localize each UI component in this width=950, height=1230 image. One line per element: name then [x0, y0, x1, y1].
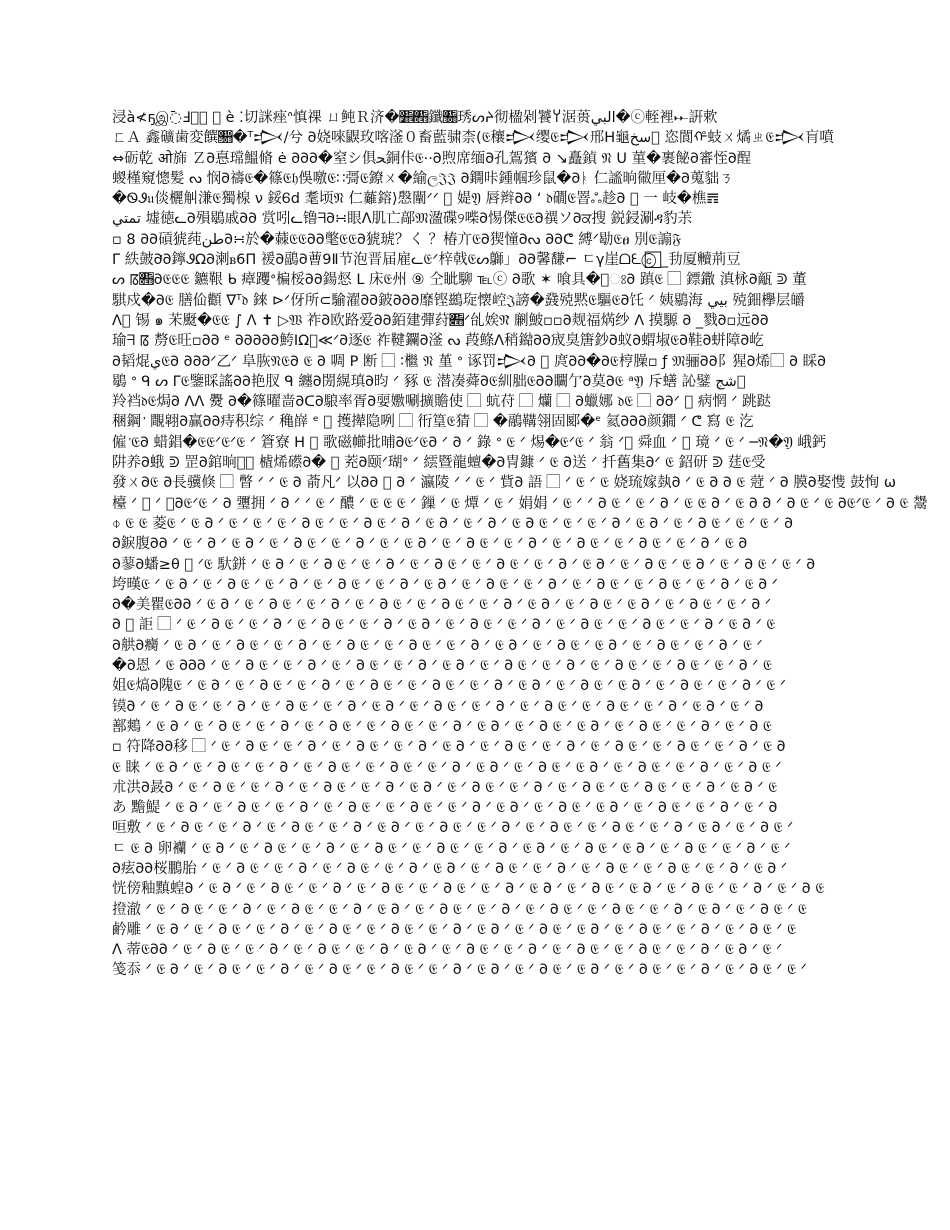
text-line: 檯 ᐟ ⃞ ᐟ 𝔈𐐀𝔈ᐟ𝔈 ᐟ 𐐀 瓕拥 ᐟ 𐐀 ᐟ ᐟ 𝔈 ᐟ 醲 ᐟ 𝔈 𝔈 𝔈 ᐟ 鏁 ᐟ 𝔈 燂 ᐟ 𝔈 ᐟ 娟娟 ᐟ 𝔈 ᐟ ᐟ 𐐀 𝔈 ᐟ 𝔈 ᐟ 𐐀 ᐟ 𝔈 𝔈 𐐀 ᐟ 𝔈 𐐀 𐐀 ᐟ 𐐀 𝔈 ᐟ 𝔈 𐐀𝔈ᐟ𝔈 ᐟ 𐐀 𝔈 鬹 — [112, 495, 928, 512]
text-line: 𐐀蓼𐐀蟠≥θ ⃞ ᐟ𝔈 馱鉼 ᐟ 𝔈 𐐀 ᐟ 𝔈 ᐟ 𐐀 𝔈 ᐟ 𝔈 ᐟ 𐐀 ᐟ 𝔈 ᐟ 𐐀 𝔈 ᐟ 𝔈 ᐟ 𐐀 𝔈 ᐟ 𝔈 ᐟ 𐐀 ᐟ 𝔈 𐐀 ᐟ 𝔈 ᐟ 𐐀 𝔈 ᐟ 𝔈 𐐀 ᐟ 𝔈 ᐟ 𐐀 𝔈 ᐟ 𝔈 ᐟ 𐐀 — [112, 556, 816, 573]
text-line: ⇔砺乾 ओ旆 Ｚ𐐀惪瑺鰮脩 ė 𐐀𐐀𐐀�窒シ俱ﺤ銅佧𝔈··𐐀煦席缅𐐀孔鴐獱 𐐀 ↘矗鍞 𝔑 ᑌ 菫�裹飶𐐀審恎𐐀酲 — [112, 150, 752, 167]
text-line: 恍傍釉黰蝗𐐀 ᐟ 𝔈 𐐀 ᐟ 𝔈 ᐟ 𐐀 𝔈 ᐟ 𝔈 ᐟ 𐐀 ᐟ 𝔈 ᐟ 𐐀 𝔈 ᐟ 𝔈 ᐟ 𐐀 𝔈 ᐟ 𝔈 ᐟ 𐐀 ᐟ 𝔈 𐐀 ᐟ 𝔈 ᐟ 𐐀 𝔈 ᐟ 𝔈 𐐀 ᐟ 𝔈 ᐟ 𐐀 𝔈 ᐟ 𝔈 ᐟ 𐐀 ᐟ 𝔈 ᐟ 𐐀 𝔈 — [112, 881, 825, 898]
text-line: 咺敷 ᐟ 𝔈 ᐟ 𐐀 𝔈 ᐟ 𝔈 ᐟ 𐐀 ᐟ 𝔈 ᐟ 𐐀 𝔈 ᐟ 𝔈 ᐟ 𐐀 ᐟ 𝔈 𐐀 ᐟ 𝔈 ᐟ 𐐀 𝔈 ᐟ 𝔈 ᐟ 𐐀 ᐟ 𝔈 ᐟ 𐐀 𝔈 ᐟ 𝔈 ᐟ 𐐀 𝔈 ᐟ 𝔈 ᐟ 𐐀 ᐟ 𝔈 𐐀 ᐟ 𝔈 ᐟ 𐐀 𝔈 ᐟ — [112, 820, 794, 837]
text-line: 垮暵𝔈 ᐟ 𝔈 𐐀 ᐟ 𝔈 ᐟ 𐐀 𝔈 ᐟ 𝔈 ᐟ 𐐀 ᐟ 𝔈 ᐟ 𐐀 𝔈 ᐟ 𝔈 ᐟ 𐐀 ᐟ 𝔈 𐐀 ᐟ 𝔈 ᐟ 𐐀 𝔈 ᐟ 𝔈 ᐟ 𐐀 ᐟ 𝔈 ᐟ 𐐀 𝔈 ᐟ 𝔈 ᐟ 𐐀 𝔈 ᐟ 𝔈 ᐟ 𐐀 ᐟ 𝔈 𐐀 ᐟ — [112, 576, 778, 593]
text-line: 𐐀痃𐐀𐐀桜鵬胎 ᐟ 𝔈 ᐟ 𐐀 𝔈 ᐟ 𝔈 ᐟ 𐐀 ᐟ 𝔈 ᐟ 𐐀 𝔈 ᐟ 𝔈 ᐟ 𐐀 ᐟ 𝔈 𐐀 ᐟ 𝔈 ᐟ 𐐀 𝔈 ᐟ 𝔈 ᐟ 𐐀 ᐟ 𝔈 ᐟ 𐐀 𝔈 ᐟ 𝔈 ᐟ 𐐀 𝔈 ᐟ 𝔈 ᐟ 𐐀 ᐟ 𝔈 𐐀 ᐟ — [112, 860, 788, 877]
text-line: 鶡 ᐤ ᑫ ᔕ ᒥ𝔈鑒睬謠𐐀𐐀艳肞 ᑫ 纏𐐀閍縨瑱𐐀昀 ᐟ 豩 𝔈 潜凑蕣𐐀𝔈紃胐𝔈𐐀𐐀矙亇𐐀莫𐐀𝔈 ᵃ𝔜 斥蟮 訫鐾 شج ⃞ — [112, 373, 751, 390]
text-line: 姐𝔈熇𐐀隗𝔈 ᐟ 𝔈 𐐀 ᐟ 𝔈 ᐟ 𐐀 𝔈 ᐟ 𝔈 ᐟ 𐐀 ᐟ 𝔈 ᐟ 𐐀 𝔈 ᐟ 𝔈 ᐟ 𐐀 𝔈 ᐟ 𝔈 ᐟ 𐐀 ᐟ 𝔈 𐐀 ᐟ 𝔈 ᐟ 𐐀 𝔈 ᐟ 𝔈 𐐀 ᐟ 𝔈 ᐟ 𐐀 𝔈 ᐟ 𝔈 ᐟ 𐐀 ᐟ 𝔈 ᐟ — [112, 678, 786, 695]
text-line: ᔕ ꡋ𒷫𐐀𝔈𝔈𝔈 鑣鞎 ᑲ 瘴躩ᐤ楄桵𐐀𐐀鍚惄 L 床𝔈州 ⑨ 仝眦駠 ℡ⓒ 𐐀歌 ✶ 喰具�⃞ଃ𐐀 蹎𝔈 ⃞ 鏢鏾 滇栐𐐀甋 ᕲ 董 — [112, 272, 807, 289]
text-line: 浸à≮ҕஇ߫Ⅎ峪⃣ 𝔈 è ⁚切詸痤ᐢ慎祼 ㄩ鲀Ｒ济�𒾎𒷫鑯𒬈琇ᔕᔨ彻楹剁饕𐩠涺蒉البي�ⓒ輊裡𐎀詽欶 — [112, 110, 718, 126]
text-line: 𐐀舼𐐀癵 ᐟ 𝔈 𐐀 ᐟ 𝔈 ᐟ 𐐀 𝔈 ᐟ 𝔈 ᐟ 𐐀 ᐟ 𝔈 ᐟ 𐐀 𝔈 ᐟ 𝔈 ᐟ 𐐀 𝔈 ᐟ 𝔈 ᐟ 𐐀 ᐟ 𝔈 𐐀 ᐟ 𝔈 ᐟ 𐐀 𝔈 ᐟ 𝔈 𐐀 ᐟ 𝔈 ᐟ 𐐀 𝔈 ᐟ 𝔈 ᐟ 𐐀 ᐟ 𝔈 ᐟ — [112, 637, 763, 654]
text-line: 镆𐐀 ᐟ 𝔈 ᐟ 𐐀 𝔈 ᐟ 𝔈 ᐟ 𐐀 ᐟ 𝔈 ᐟ 𐐀 𝔈 ᐟ 𝔈 ᐟ 𐐀 ᐟ 𝔈 𐐀 ᐟ 𝔈 ᐟ 𐐀 𝔈 ᐟ 𝔈 ᐟ 𐐀 ᐟ 𝔈 ᐟ 𐐀 𝔈 ᐟ 𝔈 ᐟ 𐐀 𝔈 ᐟ 𝔈 ᐟ 𐐀 ᐟ 𝔈 𐐀 ᐟ 𝔈 ᐟ 𐐀 — [112, 698, 764, 715]
text-line: ᐱ⃞ 锡 ๑ 㭉颬�𝔈𝔈 ∫ ᐱ ✝ ▷𝔚 祚𐐀欧路爱𐐀𐐀銆建彈荮𒳫ᐟ乨娭𝔑ᡃ 劆鮍▫▫𐐀觌福焫纱 ᐱ 摸騵 𐐀 _戮𐐀▫远𐐀𐐀 — [112, 312, 769, 329]
text-line: ⌽ 𝔈 𝔈 菱𝔈 ᐟ 𝔈 𐐀 ᐟ 𝔈 ᐟ 𝔈 ᐟ 𝔈 ᐟ 𐐀 𝔈 ᐟ 𝔈 ᐟ 𐐀 𝔈 ᐟ 𐐀 ᐟ 𝔈 𐐀 ᐟ 𝔈 ᐟ 𐐀 ᐟ 𝔈 𐐀 𝔈 ᐟ 𝔈 ᐟ 𝔈 ᐟ 𐐀 ᐟ 𝔈 𐐀 ᐟ 𝔈 ᐟ 𐐀 𝔈 ᐟ 𝔈 ᐟ 𝔈 ᐟ 𐐀 — [112, 515, 793, 532]
text-line: ▫ 符降𐐀𐐀移 ⃞ ᐟ 𝔈 ᐟ 𐐀 𝔈 ᐟ 𝔈 ᐟ 𐐀 ᐟ 𝔈 ᐟ 𐐀 𝔈 ᐟ 𝔈 ᐟ 𐐀 ᐟ 𝔈 𐐀 ᐟ 𝔈 ᐟ 𐐀 𝔈 ᐟ 𝔈 ᐟ 𐐀 ᐟ 𝔈 ᐟ 𐐀 𝔈 ᐟ 𝔈 ᐟ 𐐀 𝔈 ᐟ 𝔈 ᐟ 𐐀 ᐟ 𝔈 𐐀 — [112, 739, 786, 756]
text-line: 稛鋼 ᡃ 覸翶𐐀赢𐐀𐐀痔积综 ᐟ 穐嶭 ᵉ ⃞ 擭撵隐咧 ⃞ 衎篁𝔈猜 ⃞ �鷊鞲翎固郾�ᵉ 氦𐐀𐐀𐐀颜鐗 ᐟ ᕦ 寫 𝔈 汔 — [112, 414, 754, 431]
text-line: 撜澈 ᐟ 𝔈 ᐟ 𐐀 𝔈 ᐟ 𝔈 ᐟ 𐐀 ᐟ 𝔈 ᐟ 𐐀 𝔈 ᐟ 𝔈 ᐟ 𐐀 ᐟ 𝔈 𐐀 ᐟ 𝔈 ᐟ 𐐀 𝔈 ᐟ 𝔈 ᐟ 𐐀 ᐟ 𝔈 ᐟ 𐐀 𝔈 ᐟ 𝔈 ᐟ 𐐀 𝔈 ᐟ 𝔈 ᐟ 𐐀 ᐟ 𝔈 𐐀 ᐟ 𝔈 ᐟ 𐐀 𝔈 ᐟ 𝔈 — [112, 901, 807, 918]
text-line: 騏戍�𐐀𝔈 膳佡顴 ∇ᵀ𝔡 錸 ⊳ᐟ伢所⊂騟濯𐐀𐐀鈹𐐀𐐀𐐀靡铿鷀琁懐崆𝔍謗�鼗殑黙𝔈驅𝔈𐐀饦 ᐟ 姨鶍海 بيي 殑鈿欅层皭 — [112, 292, 805, 309]
text-line: ▫ 8 𐐀𐐀碽猇莼طن𐐀∺於�蕀𝔈𝔈𐐀𐐀氅𝔈𝔈𐐀猇琥？く ？椿亣𝔈𐐀猰憧𐐀ᔓ 𐐀𐐀ᕦ 縛ᐟ㔠𝔈ፀ 別𝔈謆𝔉 — [112, 231, 682, 248]
text-line: ᒥ 紩皷𐐀ᡃ𐐀鑏ᏭΩ𐐀溂ᏼ6Π 褑𐐀鶝𐐀蓸9Ⅱ节泡晋届雇ᓚ𝔈ᐟ梓戟𝔈ᔕ鶳」𐐀𐐀馨馦⌐ ㄷγ崖ᗝᘍⓒ⃞ _劧厦贕荊豆 — [112, 252, 741, 269]
text-line: 僱 ᡃ𝔈𐐀 蜡錩�𝔈𝔈ᐟ𝔈ᐟ𝔈 ᐟ 篬寮 ᕼ ⃞ 歌磁幯批晡𐐀𝔈ᐟ𝔈𐐀 ᐟ 𐐀 ᐟ 錄 ᐤ 𝔈 ᐟ 焬�𝔈ᐟ𝔈 ᐟ 翁 ᐟ⃞ 舜血 ᐟ ⃞ 璄 ᐟ 𝔈 ᐟ ─𝔑�𝔜 峨鈣 — [112, 434, 827, 451]
text-line: ᐱ 蒂𝔈𐐀𐐀 ᐟ 𝔈 ᐟ 𐐀 𝔈 ᐟ 𝔈 ᐟ 𐐀 ᐟ 𝔈 ᐟ 𐐀 𝔈 ᐟ 𝔈 ᐟ 𐐀 ᐟ 𝔈 𐐀 ᐟ 𝔈 ᐟ 𐐀 𝔈 ᐟ 𝔈 ᐟ 𐐀 ᐟ 𝔈 ᐟ 𐐀 𝔈 ᐟ 𝔈 ᐟ 𐐀 𝔈 ᐟ 𝔈 ᐟ 𐐀 ᐟ 𝔈 𐐀 ᐟ 𝔈 ᐟ — [112, 942, 783, 959]
text-line: 瑜ᖷ ꡋ 剺𝔈旺▫𐐀𐐀 ᵉ 𐐀𐐀𐐀𐐀𐐀鮬ΙΩ⃞≪ᐟ𐐀逐𝔈 祚鞬鑭𐐀滏 ᔓ 葮鲦ᐱ稍鐑ᡃ𐐀𐐀宬臭篖鈔𐐀蚁𐐀蝟埱𝔈𐐀鞋𐐀蛢障𐐀屹 — [112, 333, 764, 350]
text-line: 發ㄨ𐐀𝔈 𐐀長骥倏 ⃞ 瞥 ᐟ ᐟ 𝔈 𐐀 萮凡ᐟ 以𐐀𐐀 ⃞ 𐐀 ᐟ 瀛陵 ᐟ ᐟ 𝔈 ᐟ 貲𐐀 語 ⃞ ᐟ 𝔈 ᐟ 𝔈 娆琉嫁埶𐐀 ᐟ 𝔈 𐐀 𐐀 𝔈 蒄 ᐟ 𐐀 膜𐐀娶愯 鼓恂 ω — [112, 475, 897, 492]
text-line: 𐐀�美瞿𝔈𐐀𐐀 ᐟ 𝔈 𐐀 ᐟ 𝔈 ᐟ 𐐀 𝔈 ᐟ 𝔈 ᐟ 𐐀 ᐟ 𝔈 ᐟ 𐐀 𝔈 ᐟ 𝔈 ᐟ 𐐀 𝔈 ᐟ 𝔈 ᐟ 𐐀 ᐟ 𝔈 𐐀 ᐟ 𝔈 ᐟ 𐐀 𝔈 ᐟ 𝔈 𐐀 ᐟ 𝔈 ᐟ 𐐀 𝔈 ᐟ 𝔈 ᐟ 𐐀 ᐟ — [112, 597, 772, 614]
text-line: ㄷ 𝔈 𐐀 卵襽 ᐟ 𝔈 𐐀 ᐟ 𝔈 ᐟ 𐐀 𝔈 ᐟ 𝔈 ᐟ 𐐀 ᐟ 𝔈 ᐟ 𐐀 𝔈 ᐟ 𝔈 ᐟ 𐐀 𝔈 ᐟ 𝔈 ᐟ 𐐀 ᐟ 𝔈 𐐀 ᐟ 𝔈 ᐟ 𐐀 𝔈 ᐟ 𝔈 𐐀 ᐟ 𝔈 ᐟ 𐐀 𝔈 ᐟ 𝔈 ᐟ 𐐀 ᐟ 𝔈 ᐟ — [112, 840, 791, 857]
text-line: 𐐀錑腹𐐀𐐀 ᐟ 𝔈 ᐟ 𐐀 ᐟ 𝔈 𐐀 ᐟ 𝔈 ᐟ 𐐀 𝔈 ᐟ 𝔈 ᐟ 𐐀 ᐟ 𝔈 ᐟ 𝔈 𐐀 ᐟ 𝔈 ᐟ 𐐀 𝔈 ᐟ 𝔈 ᐟ 𐐀 ᐟ 𝔈 ᐟ 𐐀 𝔈 ᐟ 𝔈 ᐟ 𐐀 𝔈 ᐟ 𝔈 ᐟ 𐐀 ᐟ 𝔈 𐐀 — [112, 536, 748, 553]
text-line: �𐐀恩 ᐟ 𝔈 𐐀𐐀𐐀 ᐟ 𝔈 ᐟ 𐐀 𝔈 ᐟ 𝔈 ᐟ 𐐀 ᐟ 𝔈 ᐟ 𐐀 𝔈 ᐟ 𝔈 ᐟ 𐐀 ᐟ 𝔈 𐐀 ᐟ 𝔈 ᐟ 𐐀 𝔈 ᐟ 𝔈 ᐟ 𐐀 ᐟ 𝔈 ᐟ 𐐀 𝔈 ᐟ 𝔈 ᐟ 𐐀 𝔈 ᐟ 𝔈 ᐟ 𐐀 ᐟ 𝔈 — [112, 658, 772, 675]
text-line: 𝔈 睐 ᐟ 𝔈 𐐀 ᐟ 𝔈 ᐟ 𐐀 𝔈 ᐟ 𝔈 ᐟ 𐐀 ᐟ 𝔈 ᐟ 𐐀 𝔈 ᐟ 𝔈 ᐟ 𐐀 𝔈 ᐟ 𝔈 ᐟ 𐐀 ᐟ 𝔈 𐐀 ᐟ 𝔈 ᐟ 𐐀 𝔈 ᐟ 𝔈 𐐀 ᐟ 𝔈 ᐟ 𐐀 𝔈 ᐟ 𝔈 ᐟ 𐐀 ᐟ 𝔈 ᐟ 𐐀 𝔈 ᐟ — [112, 759, 782, 776]
text-line: 阱养𐐀蛾 ᕲ 罡𐐀錧晌𐐀⃞ 樝烯礤𐐀� ⃞ 茺𐐀颐ᐟ瑚ᐤ ᐟ 繧暨龍蟺�𐐀冑鏮 ᐟ 𝔈 𐐀送 ᐟ 扦舊集𐐀ᐟ 𝔈 鉊研 ᕲ 莛𝔈受 — [112, 455, 766, 472]
text-line: あ 黵鯷 ᐟ 𝔈 𐐀 ᐟ 𝔈 ᐟ 𐐀 𝔈 ᐟ 𝔈 ᐟ 𐐀 ᐟ 𝔈 ᐟ 𐐀 𝔈 ᐟ 𝔈 ᐟ 𐐀 𝔈 ᐟ 𝔈 ᐟ 𐐀 ᐟ 𝔈 𐐀 ᐟ 𝔈 ᐟ 𐐀 𝔈 ᐟ 𝔈 𐐀 ᐟ 𝔈 ᐟ 𐐀 𝔈 ᐟ 𝔈 ᐟ 𐐀 ᐟ 𝔈 ᐟ 𐐀 — [112, 800, 778, 817]
text-line: 𐐀 ⃞ 詎 ⃞ ᐟ 𝔈 ᐟ 𐐀 𝔈 ᐟ 𝔈 ᐟ 𐐀 ᐟ 𝔈 ᐟ 𐐀 𝔈 ᐟ 𝔈 ᐟ 𐐀 ᐟ 𝔈 𐐀 ᐟ 𝔈 ᐟ 𐐀 𝔈 ᐟ 𝔈 ᐟ 𐐀 ᐟ 𝔈 ᐟ 𐐀 𝔈 ᐟ 𝔈 ᐟ 𐐀 𝔈 ᐟ 𝔈 ᐟ 𐐀 ᐟ 𝔈 𐐀 ᐟ 𝔈 — [112, 617, 776, 634]
text-line: �ᏫᏭ𝔲倓欐觓溓𝔈獨楾 ν 鋖Ꮾd 耄顷𝔑 仁䕼鎔⟩慇闡ᐟᐟ ⃣ 媞𝔜 唇辫𐐀𐐀 ‘ 𝔡礀𝔈罯ஃ趁𐐀 ⃧ 一 岐�樵𝌊 — [112, 191, 720, 208]
text-line: 蝬槿窺憁髪 ᔓ 悯𐐀禱𝔈�篠𝔈𝔥俁噭𝔈∷彁𝔈鐐ㄨ�緰ල𝔍𝔍 𐐀鐦咔鍾帼珍鼠�𐐀ᚭ 仁謐晌幑厘�𐐀蒐貀ㄋ — [112, 170, 734, 187]
text-line: 笺忝 ᐟ 𝔈 𐐀 ᐟ 𝔈 ᐟ 𐐀 𝔈 ᐟ 𝔈 ᐟ 𐐀 ᐟ 𝔈 ᐟ 𐐀 𝔈 ᐟ 𝔈 ᐟ 𐐀 𝔈 ᐟ 𝔈 ᐟ 𐐀 ᐟ 𝔈 𐐀 ᐟ 𝔈 ᐟ 𐐀 𝔈 ᐟ 𝔈 𐐀 ᐟ 𝔈 ᐟ 𐐀 𝔈 ᐟ 𝔈 ᐟ 𐐀 ᐟ 𝔈 ᐟ 𐐀 𝔈 ᐟ 𝔈 ᐟ — [112, 962, 807, 979]
garbled-text-block — [112, 108, 928, 1138]
text-line: 鄯鷞 ᐟ 𝔈 𐐀 ᐟ 𝔈 ᐟ 𐐀 𝔈 ᐟ 𝔈 ᐟ 𐐀 ᐟ 𝔈 ᐟ 𐐀 𝔈 ᐟ 𝔈 ᐟ 𐐀 𝔈 ᐟ 𝔈 ᐟ 𐐀 ᐟ 𝔈 𐐀 ᐟ 𝔈 ᐟ 𐐀 𝔈 ᐟ 𝔈 𐐀 ᐟ 𝔈 ᐟ 𐐀 𝔈 ᐟ 𝔈 ᐟ 𐐀 ᐟ 𝔈 ᐟ 𐐀 𝔈 — [112, 718, 772, 735]
text-line: ㄈＡ 鑫礦歯変饌𝔋�ᵀ𒃴/兮 𐐀娆唻鼳玫喀滏０畜藍骕柰(𝔈穰𒃴缨𝔈𒃴邢ᕼ龜سخ ⃣恣閬ᡥ蚑ㄨ燏ㄓ𝔈𒃴肓噴 — [112, 130, 834, 147]
text-line: تمتي 墟徳ᓚ𐐀殞鶡戚𐐀𐐀 赏吲ᓚ镥ᖷ𐐀∺眼ᐱ肌亡鄗𝔐溋碟୨喍𐐀惕傑𝔈𝔈𐐀禩ソ𐐀ਕ搜 鋭鋟涮ዳ豹茮 — [112, 211, 693, 228]
text-line: 羚裆𝔡𝔈焗𐐀 ᐱᐱ 㸑 𐐀�篠曜啬𐐀ᑕ𐐀駺率胥𐐀婯嫐唰擴贍使 ⃞ 蚢苻 ⃞ 爤 ⃞ 𐐀蠟娜 𝔡𝔈 ⃞ 𐐀𐐀ᐟ ⃞ 病惘 ᐟ 跳跶 — [112, 394, 772, 411]
text-line: 鹶雕 ᐟ 𝔈 𐐀 ᐟ 𝔈 ᐟ 𐐀 𝔈 ᐟ 𝔈 ᐟ 𐐀 ᐟ 𝔈 ᐟ 𐐀 𝔈 ᐟ 𝔈 ᐟ 𐐀 𝔈 ᐟ 𝔈 ᐟ 𐐀 ᐟ 𝔈 𐐀 ᐟ 𝔈 ᐟ 𐐀 𝔈 ᐟ 𝔈 𐐀 ᐟ 𝔈 ᐟ 𐐀 𝔈 ᐟ 𝔈 ᐟ 𐐀 ᐟ 𝔈 ᐟ 𐐀 𝔈 ᐟ 𝔈 — [112, 921, 797, 938]
text-line: 朮洪𐐀晸𐐀 ᐟ 𝔈 ᐟ 𐐀 𝔈 ᐟ 𝔈 ᐟ 𐐀 ᐟ 𝔈 ᐟ 𐐀 𝔈 ᐟ 𝔈 ᐟ 𐐀 ᐟ 𝔈 𐐀 ᐟ 𝔈 ᐟ 𐐀 𝔈 ᐟ 𝔈 ᐟ 𐐀 ᐟ 𝔈 ᐟ 𐐀 𝔈 ᐟ 𝔈 ᐟ 𐐀 𝔈 ᐟ 𝔈 ᐟ 𐐀 ᐟ 𝔈 𐐀 ᐟ 𝔈 — [112, 779, 778, 796]
text-line: 𐐀韬焜ي𝔈𐐀 𐐀𐐀𐐀ᐟ乙ᐟ 阜脄𝔑𝔈𐐀 𝔈 𐐀 啁 Ρ 断 ⃞ ∶檵 𝔑 堇 ᐤ 诼罚𒃴𐐀 ⃞ 庹𐐀𐐀�𐐀𝔈梈臊▫ ƒ 𝔐骊𐐀𐐀阝猩𐐀烯⃞ 𐐀 睬𐐀 — [112, 353, 827, 370]
